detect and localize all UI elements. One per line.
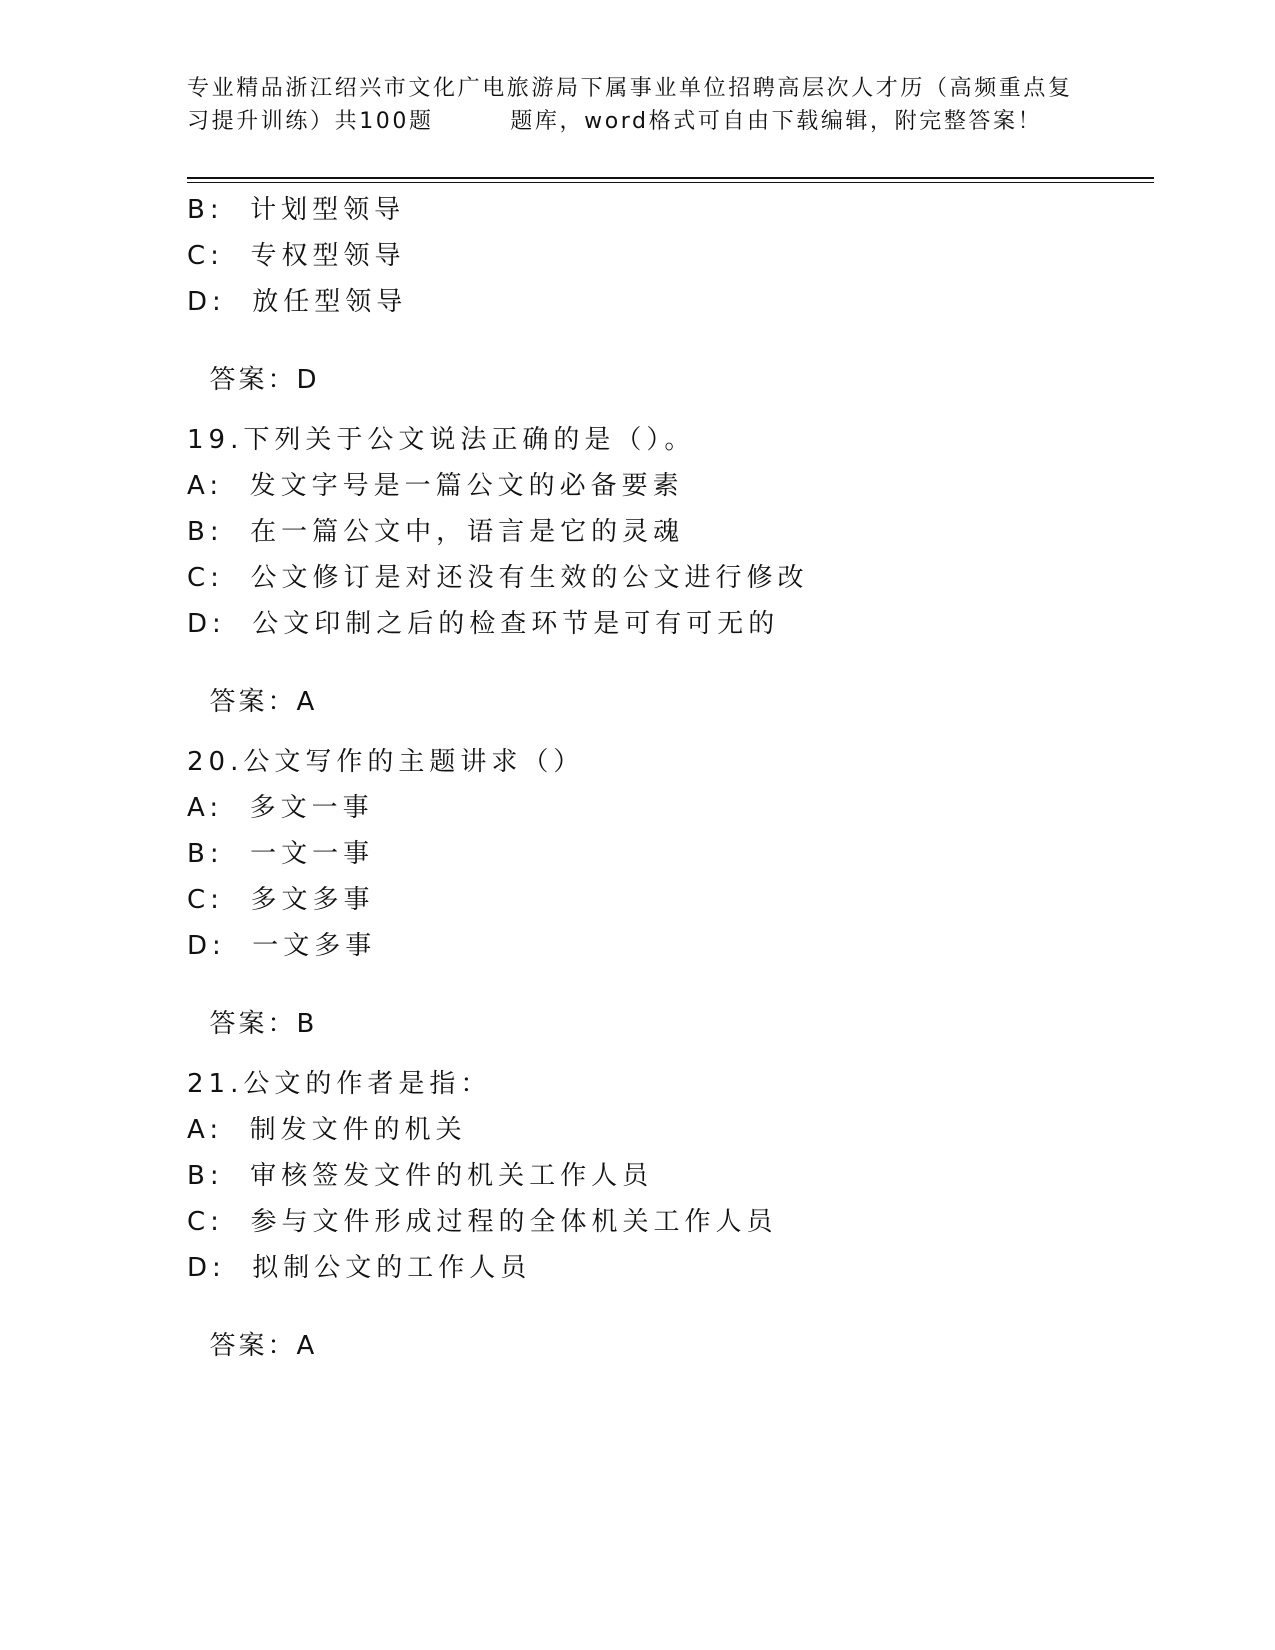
answer-value: A	[296, 1331, 318, 1361]
header-divider-thick	[187, 177, 1154, 179]
option-c: C: 参与文件形成过程的全体机关工作人员	[187, 1207, 778, 1237]
option-c: C: 多文多事	[187, 885, 375, 915]
answer-value: B	[296, 1009, 318, 1039]
option-c: C: 公文修订是对还没有生效的公文进行修改	[187, 563, 809, 593]
option-a: A: 多文一事	[187, 793, 374, 823]
answer-line	[187, 976, 317, 1040]
option-b: B: 计划型领导	[187, 195, 406, 225]
option-b: B: 一文一事	[187, 839, 375, 869]
answer-label: 答案：	[209, 365, 297, 395]
option-b: B: 在一篇公文中，语言是它的灵魂	[187, 517, 685, 547]
answer-value: A	[296, 687, 318, 717]
header-divider-thin	[187, 182, 1154, 183]
document-header	[187, 72, 1107, 138]
answer-line	[187, 654, 317, 718]
answer-value: D	[296, 365, 320, 395]
question-stem: 19.下列关于公文说法正确的是（）。	[187, 425, 696, 455]
question-stem: 20.公文写作的主题讲求（）	[187, 747, 585, 777]
header-line-1: 专业精品浙江绍兴市文化广电旅游局下属事业单位招聘高层次人才历（高频重点复	[187, 76, 1073, 101]
answer-label: 答案：	[209, 1331, 297, 1361]
option-c: C: 专权型领导	[187, 241, 406, 271]
option-a: A: 发文字号是一篇公文的必备要素	[187, 471, 684, 501]
question-stem: 21.公文的作者是指：	[187, 1069, 492, 1099]
answer-line	[187, 332, 320, 396]
answer-label: 答案：	[209, 1009, 297, 1039]
header-line-2: 习提升训练）共100题 题库，word格式可自由下载编辑，附完整答案！	[187, 109, 1043, 134]
option-d: D: 公文印制之后的检查环节是可有可无的	[187, 609, 780, 639]
answer-label: 答案：	[209, 687, 297, 717]
option-a: A: 制发文件的机关	[187, 1115, 467, 1145]
option-d: D: 拟制公文的工作人员	[187, 1253, 532, 1283]
option-b: B: 审核签发文件的机关工作人员	[187, 1161, 654, 1191]
option-d: D: 放任型领导	[187, 287, 408, 317]
answer-line	[187, 1298, 317, 1362]
option-d: D: 一文多事	[187, 931, 377, 961]
